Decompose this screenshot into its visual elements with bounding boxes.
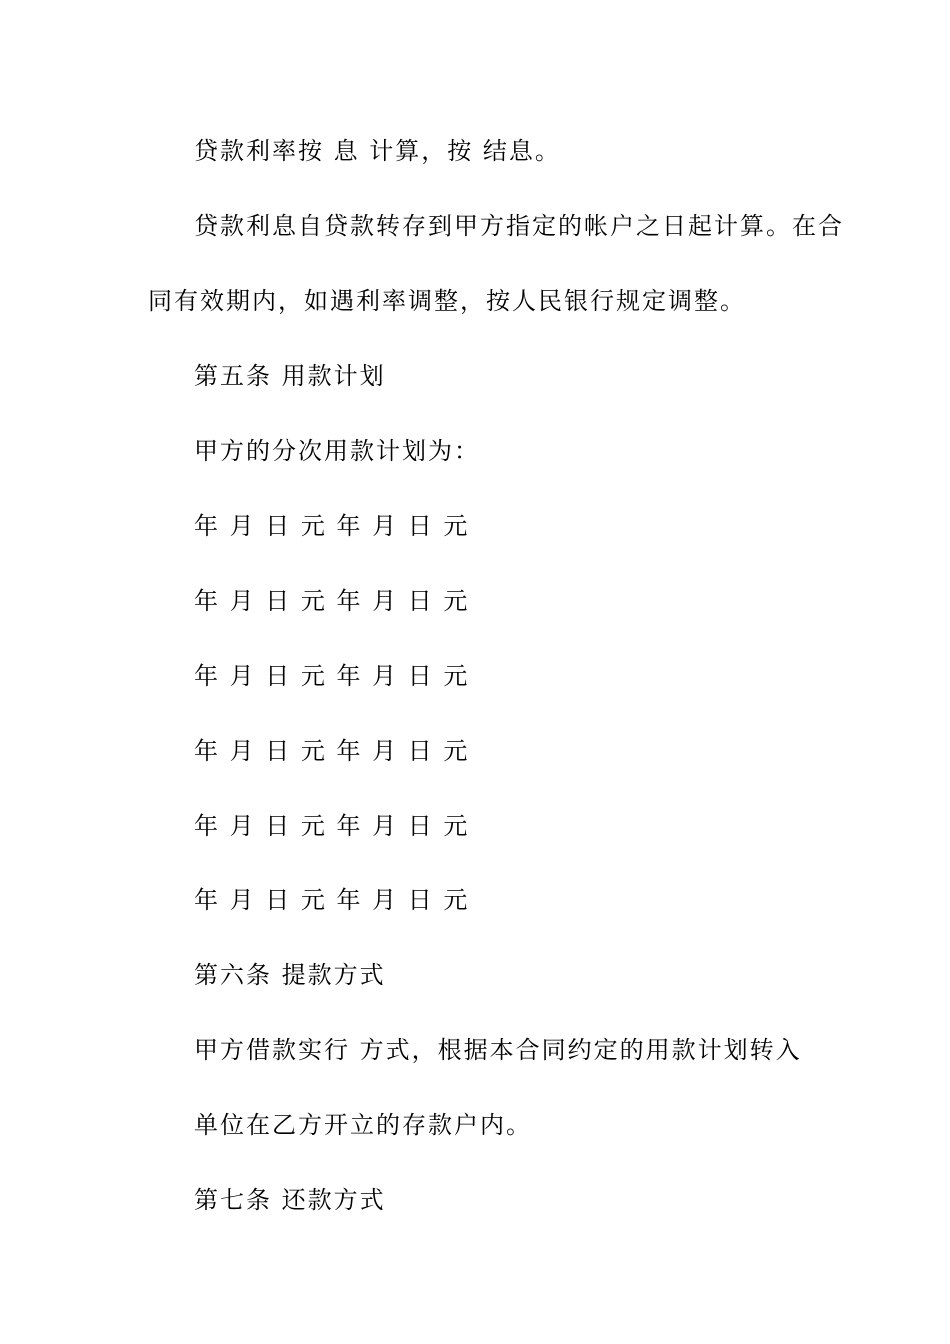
article-5-heading: 第五条 用款计划 [194,362,386,390]
usage-plan-row: 年 月 日 元 年 月 日 元 [194,886,470,914]
withdrawal-line-1: 甲方借款实行 方式，根据本合同约定的用款计划转入 [194,1036,802,1064]
usage-plan-row: 年 月 日 元 年 月 日 元 [194,737,470,765]
article-6-heading: 第六条 提款方式 [194,961,386,989]
usage-plan-row: 年 月 日 元 年 月 日 元 [194,512,470,540]
interest-rate-line: 贷款利率按 息 计算，按 结息。 [194,137,561,165]
interest-calc-line-1: 贷款利息自贷款转存到甲方指定的帐户之日起计算。在合 [194,212,844,240]
usage-plan-intro: 甲方的分次用款计划为： [194,437,480,465]
usage-plan-row: 年 月 日 元 年 月 日 元 [194,812,470,840]
withdrawal-line-2: 单位在乙方开立的存款户内。 [194,1111,532,1139]
usage-plan-row: 年 月 日 元 年 月 日 元 [194,662,470,690]
interest-calc-line-2: 同有效期内，如遇利率调整，按人民银行规定调整。 [148,287,746,315]
usage-plan-row: 年 月 日 元 年 月 日 元 [194,587,470,615]
article-7-heading: 第七条 还款方式 [194,1186,386,1214]
